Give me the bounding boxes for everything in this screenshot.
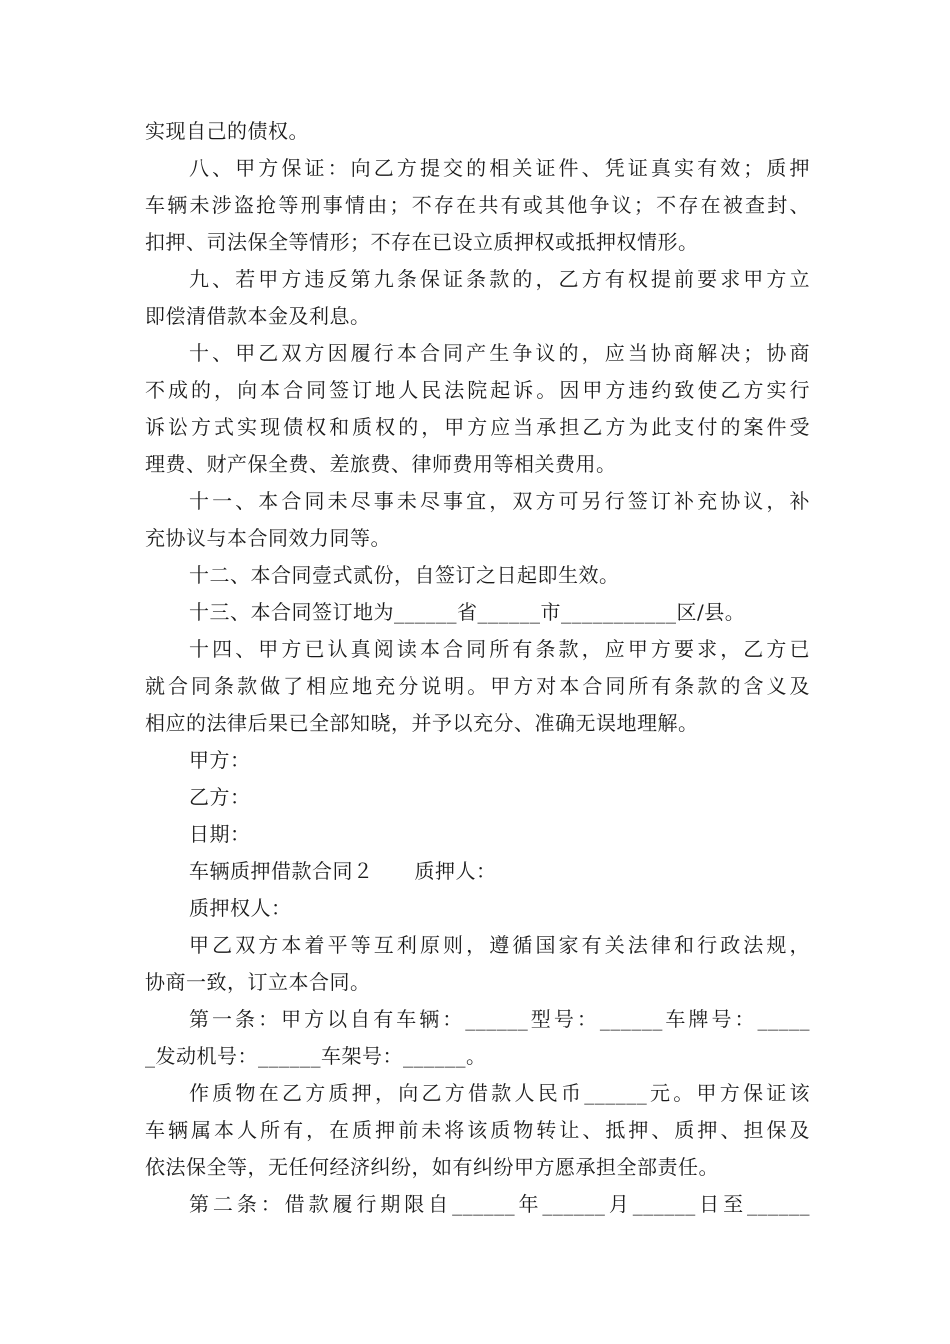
text-line: 协商一致，订立本合同。	[145, 970, 371, 994]
text-line: 十、甲乙双方因履行本合同产生争议的，应当协商解决；协商	[189, 341, 810, 365]
text-line: 相应的法律后果已全部知晓，并予以充分、准确无误地理解。	[145, 711, 699, 735]
text-line: 八、甲方保证：向乙方提交的相关证件、凭证真实有效；质押	[189, 156, 810, 180]
text-line: 理费、财产保全费、差旅费、律师费用等相关费用。	[145, 452, 617, 476]
text-line: 诉讼方式实现债权和质权的，甲方应当承担乙方为此支付的案件受	[145, 415, 810, 439]
text-line: 十三、本合同签订地为______省______市___________区/县。	[189, 600, 746, 624]
text-line: _发动机号：______车架号：______。	[145, 1044, 487, 1068]
text-line: 作质物在乙方质押，向乙方借款人民币______元。甲方保证该	[189, 1081, 810, 1105]
text-line: 车辆质押借款合同２ 质押人：	[189, 859, 497, 883]
text-line: 充协议与本合同效力同等。	[145, 526, 391, 550]
text-line: 十二、本合同壹式贰份，自签订之日起即生效。	[189, 563, 620, 587]
text-line: 依法保全等，无任何经济纠纷，如有纠纷甲方愿承担全部责任。	[145, 1155, 719, 1179]
text-line: 不成的，向本合同签订地人民法院起诉。因甲方违约致使乙方实行	[145, 378, 810, 402]
document-body	[145, 113, 810, 1223]
text-line: 实现自己的债权。	[145, 119, 309, 143]
text-line: 车辆属本人所有，在质押前未将该质物转让、抵押、质押、担保及	[145, 1118, 810, 1142]
text-line: 甲方：	[189, 748, 251, 772]
text-line: 十一、本合同未尽事未尽事宜，双方可另行签订补充协议，补	[189, 489, 810, 513]
text-line: 质押权人：	[189, 896, 292, 920]
text-line: 即偿清借款本金及利息。	[145, 304, 371, 328]
text-line: 乙方：	[189, 785, 251, 809]
text-line: 扣押、司法保全等情形；不存在已设立质押权或抵押权情形。	[145, 230, 699, 254]
text-line: 就合同条款做了相应地充分说明。甲方对本合同所有条款的含义及	[145, 674, 810, 698]
text-line: 十四、甲方已认真阅读本合同所有条款，应甲方要求，乙方已	[189, 637, 810, 661]
text-line: 第一条：甲方以自有车辆：______型号：______车牌号：_____	[189, 1007, 810, 1031]
text-line: 第二条：借款履行期限自______年______月______日至______	[189, 1192, 810, 1216]
text-line: 车辆未涉盗抢等刑事情由；不存在共有或其他争议；不存在被查封、	[145, 193, 810, 217]
text-line: 九、若甲方违反第九条保证条款的，乙方有权提前要求甲方立	[189, 267, 810, 291]
text-line: 甲乙双方本着平等互利原则，遵循国家有关法律和行政法规，	[189, 933, 810, 957]
text-line: 日期：	[189, 822, 251, 846]
